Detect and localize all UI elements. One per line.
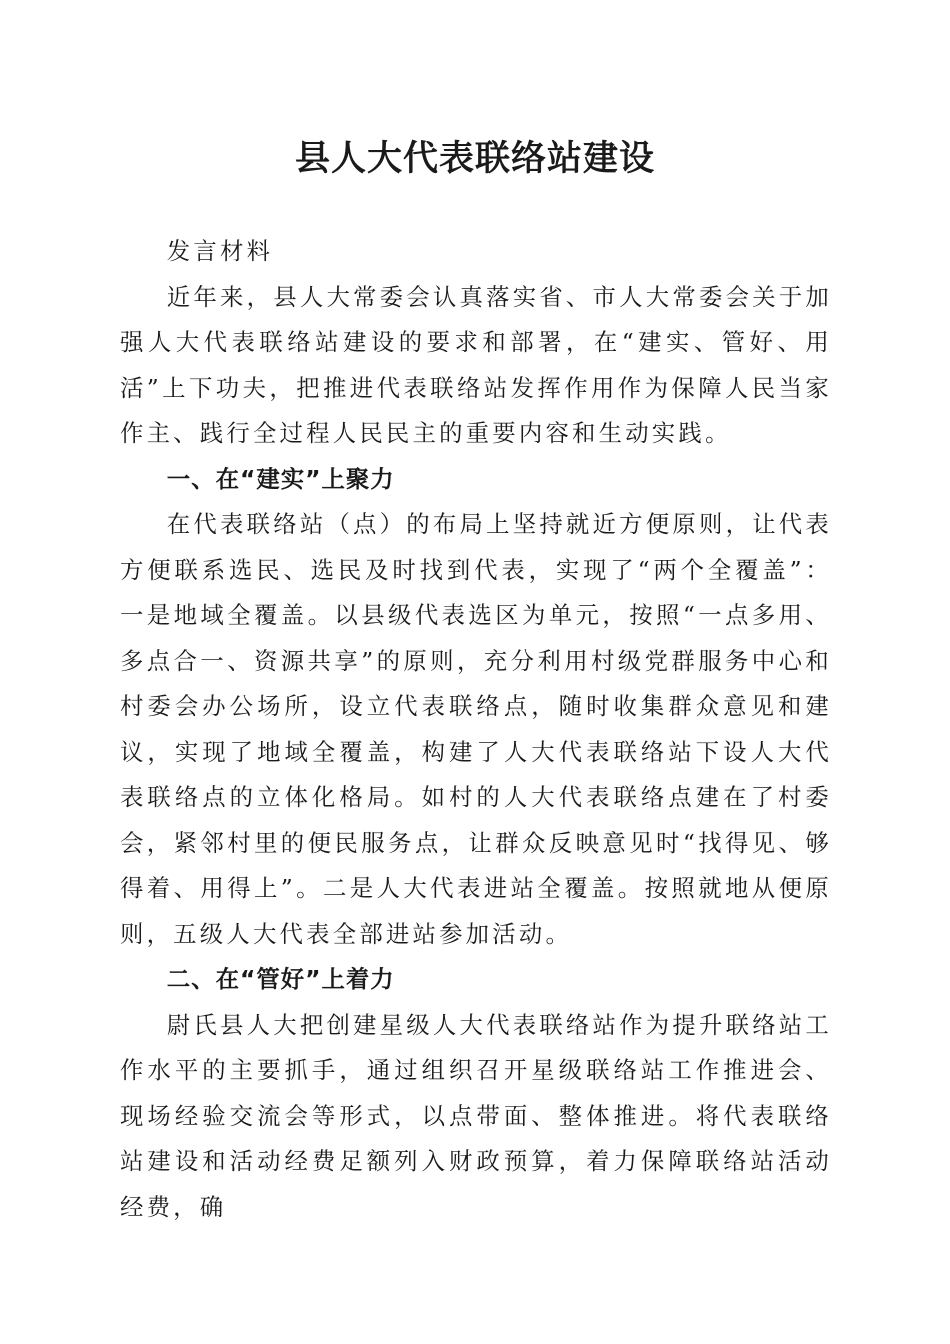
document-body (120, 229, 832, 1230)
section-1-heading: 一、在“建实”上聚力 (166, 464, 395, 493)
subtitle-paragraph: 发言材料 (166, 237, 274, 265)
section-2-heading: 二、在“管好”上着力 (166, 965, 395, 993)
section-2-paragraph: 尉氏县人大把创建星级人大代表联络站作为提升联络站工作水平的主要抓手，通过组织召开星级联络站工作推进会、现场经验交流会等形式，以点带面、整体推进。将代表联络站建设和活动经费足额列入财政预算，着力保障联络站活动经费，确 (120, 1010, 832, 1221)
section-1-paragraph: 在代表联络站（点）的布局上坚持就近方便原则，让代表方便联系选民、选民及时找到代表，实现了“两个全覆盖”：一是地域全覆盖。以县级代表选区为单元，按照“一点多用、多点合一、资源共享”的原则，充分利用村级党群服务中心和村委会办公场所，设立代表联络点，随时收集群众意见和建议，实现了地域全覆盖，构建了人大代表联络站下设人大代表联络点的立体化格局。如村的人大代表联络点建在了村委会，紧邻村里的便民服务点，让群众反映意见时“找得见、够得着、用得上”。二是人大代表进站全覆盖。按照就地从便原则，五级人大代表全部进站参加活动。 (120, 510, 832, 948)
intro-paragraph: 近年来，县人大常委会认真落实省、市人大常委会关于加强人大代表联络站建设的要求和部署，在“建实、管好、用活”上下功夫，把推进代表联络站发挥作用作为保障人民当家作主、践行全过程人民民主的重要内容和生动实践。 (120, 282, 832, 447)
page-title: 县人大代表联络站建设 (294, 138, 655, 179)
